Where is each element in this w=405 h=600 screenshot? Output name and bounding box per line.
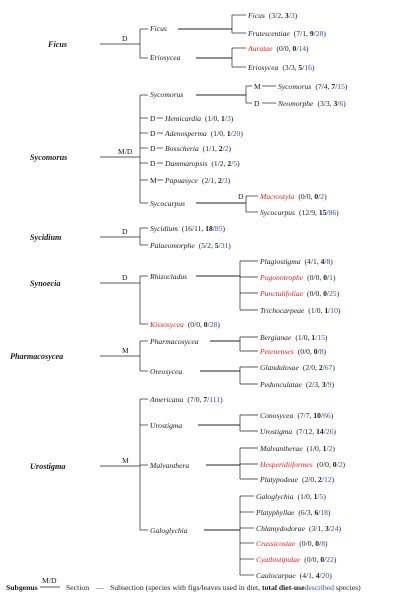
section-malvanthera: Malvanthera: [150, 461, 190, 470]
taxon-cyathistipulae-counts: (0/0, 0/22): [304, 555, 337, 564]
section-eriosycea: Eriosycea: [150, 53, 181, 62]
marker-d: D: [238, 192, 244, 201]
taxon-papuasyce: Papuasyce: [165, 176, 198, 185]
taxon-punctulifoliae-counts: (0/0, 0/25): [307, 289, 340, 298]
taxon-neomorphe-counts: (3/3, 3/6): [317, 99, 346, 108]
subgenus-pharmacosycea-marker: M: [122, 346, 129, 355]
subgenus-urostigma: Urostigma: [30, 462, 66, 471]
tree-labels: [10, 11, 348, 580]
marker-m: M: [150, 176, 157, 185]
taxon-palaeomorphe-counts: (5/2, 5/31): [198, 241, 231, 250]
taxon-petenenses-counts: (0/0, 0/8): [297, 347, 327, 356]
taxon-ficus: Ficus: [248, 11, 265, 20]
subgenus-pharmacosycea: Pharmacosycea: [10, 352, 64, 361]
taxon-punctulifoliae: Punctulifoliae: [260, 289, 304, 298]
section-rhizocladus: Rhizocladus: [150, 272, 188, 281]
marker-d: D: [150, 114, 156, 123]
section-pharmacosycea: Pharmacosycea: [150, 337, 199, 346]
taxon-adenosperma-counts: (1/0, 1/20): [210, 129, 243, 138]
taxon-sycomorus-counts: (7/4, 7/15): [315, 82, 348, 91]
taxon-urostigma-counts: (7/12, 14/26): [296, 427, 336, 436]
taxon-bergianae: Bergianae: [260, 333, 292, 342]
taxon-petenenses: Petenenses: [260, 347, 294, 356]
taxon-auratae: Auratae: [248, 44, 273, 53]
taxon-malvantherae: Malvantherae: [260, 444, 303, 453]
taxon-sycomorus: Sycomorus: [278, 82, 312, 91]
legend-subgenus: Subgenus: [6, 583, 38, 592]
section-urostigma: Urostigma: [150, 421, 183, 430]
taxon-hemicardia: Hemicardia: [165, 114, 201, 123]
subgenus-urostigma-marker: M: [122, 456, 129, 465]
section-ficus: Ficus: [150, 24, 167, 33]
taxon-eriosycea-counts: (3/3, 5/16): [282, 63, 315, 72]
taxon-conosycea: Conosycea: [260, 411, 294, 420]
taxon-crassicostae: Crassicostae: [256, 539, 296, 548]
taxon-malvantherae-counts: (1/0, 1/2): [306, 444, 335, 453]
taxon-frutescentiae-counts: (7/1, 9/28): [293, 29, 326, 38]
taxon-sycocarpus-counts: (12/9, 15/86): [299, 208, 339, 217]
legend-section: Section: [66, 583, 90, 592]
taxon-platypodeae: Platypodeae: [260, 475, 298, 484]
section-oreosycea: Oreosycea: [150, 367, 183, 376]
taxon-platyphyllae: Platyphyllae: [256, 508, 295, 517]
section-galoglychia: Galoglychia: [150, 526, 188, 535]
taxon-frutescentiae: Frutescentiae: [248, 29, 290, 38]
taxon-sycidium: Sycidium: [150, 224, 178, 233]
section-sycomorus: Sycomorus: [150, 90, 184, 99]
taxon-kissosycea-counts: (0/0, 0/28): [187, 320, 220, 329]
taxon-cyathistipulae: Cyathistipulae: [256, 555, 301, 564]
taxon-pogonotrophe: Pogonotrophe: [260, 273, 304, 282]
taxon-neomorphe: Neomorphe: [278, 99, 314, 108]
subgenus-sycidium: Sycidium: [30, 233, 62, 242]
taxon-bergianae-counts: (1/0, 1/15): [295, 333, 328, 342]
taxon-galoglychia-counts: (1/0, 1/5): [297, 492, 326, 501]
taxon-caulocarpae: Caulocarpae: [256, 571, 296, 580]
taxon-glandulosae: Glandulosae: [260, 363, 299, 372]
taxon-trichocarpeae-counts: (1/0, 1/10): [308, 306, 341, 315]
taxon-sycocarpus: Sycocarpus: [260, 208, 296, 217]
taxon-galoglychia: Galoglychia: [256, 492, 294, 501]
taxon-kissosycea: Kissosycea: [150, 320, 184, 329]
marker-d: D: [150, 129, 156, 138]
taxon-sycidium-counts: (16/11, 18/85): [181, 224, 226, 233]
tree-lines: [100, 15, 276, 575]
taxon-hemicardia-counts: (1/0, 1/3): [205, 114, 234, 123]
marker-d: D: [150, 144, 156, 153]
taxon-trichocarpeae: Trichocarpeae: [260, 306, 305, 315]
taxon-platypodeae-counts: (2/0, 2/12): [301, 475, 335, 484]
marker-m: M: [254, 82, 261, 91]
taxon-americana: Americana: [150, 395, 184, 404]
taxon-hesperidiiformes: Hesperidiiformes: [260, 460, 313, 469]
taxon-plagiostigma: Plagiostigma: [260, 257, 301, 266]
subgenus-sycomorus-marker: M/D: [118, 147, 133, 156]
subgenus-sycomorus: Sycomorus: [30, 153, 68, 162]
section-sycocarpus: Sycocarpus: [150, 199, 186, 208]
legend-subsection: Subsection (species with figs/leaves used in diet, total diet-usedescribed species): [110, 583, 361, 592]
subgenus-ficus-marker: D: [122, 34, 128, 43]
taxon-macrostyla: Macrostyla: [260, 192, 295, 201]
subgenus-synoecia-marker: D: [122, 273, 128, 282]
taxon-eriosycea: Eriosycea: [248, 63, 279, 72]
taxon-urostigma: Urostigma: [260, 427, 293, 436]
taxon-americana-counts: (7/0, 7/111): [187, 395, 223, 404]
taxon-caulocarpae-counts: (4/1, 4/20): [299, 571, 332, 580]
taxon-plagiostigma-counts: (4/1, 4/8): [304, 257, 333, 266]
subgenus-synoecia: Synoecia: [30, 279, 61, 288]
taxon-macrostyla-counts: (0/0, 0/2): [298, 192, 327, 201]
taxon-ficus-counts: (3/2, 3/3): [268, 11, 298, 20]
taxon-chlamydodorae: Chlamydodorae: [256, 524, 305, 533]
taxon-crassicostae-counts: (0/0, 0/8): [299, 539, 328, 548]
taxon-conosycea-counts: (7/7, 10/66): [297, 411, 334, 420]
taxon-dammaropsis-counts: (1/2, 2/5): [211, 159, 240, 168]
taxon-dammaropsis: Dammaropsis: [165, 159, 208, 168]
marker-d: D: [254, 99, 260, 108]
taxon-glandulosae-counts: (2/0, 2/67): [302, 363, 335, 372]
taxon-pogonotrophe-counts: (0/0, 0/1): [307, 273, 336, 282]
legend-marker: M/D: [42, 576, 57, 585]
taxon-papuasyce-counts: (2/1, 2/3): [201, 176, 231, 185]
taxon-chlamydodorae-counts: (3/1, 3/24): [308, 524, 342, 533]
marker-d: D: [150, 159, 156, 168]
taxon-adenosperma: Adenosperma: [165, 129, 207, 138]
taxon-bosscheria: Bosscheria: [165, 144, 199, 153]
subgenus-ficus: Ficus: [48, 40, 68, 49]
taxon-auratae-counts: (0/0, 0/14): [276, 44, 309, 53]
taxon-pedunculatae-counts: (2/3, 3/9): [305, 380, 335, 389]
subgenus-sycidium-marker: D: [122, 227, 128, 236]
legend-dash: —: [96, 583, 104, 592]
taxon-platyphyllae-counts: (6/3, 6/18): [298, 508, 331, 517]
taxon-hesperidiiformes-counts: (0/0, 0/2): [316, 460, 346, 469]
taxon-palaeomorphe: Palaeomorphe: [150, 241, 195, 250]
taxon-pedunculatae: Pedunculatae: [260, 380, 302, 389]
taxon-bosscheria-counts: (1/1, 2/2): [202, 144, 232, 153]
